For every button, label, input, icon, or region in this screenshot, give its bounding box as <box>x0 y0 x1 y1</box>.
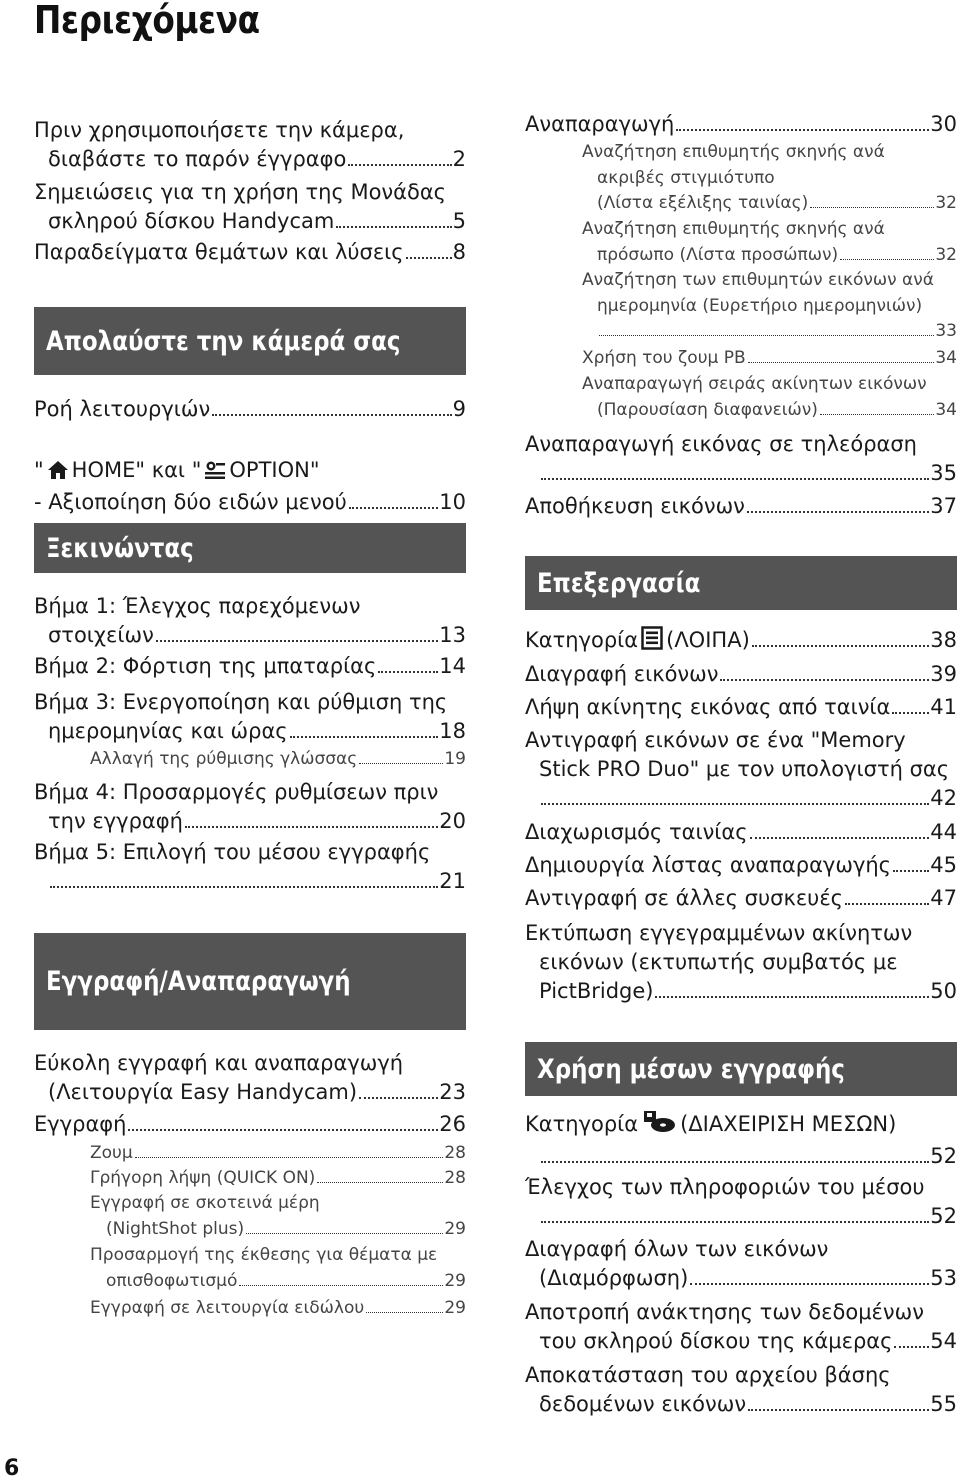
entry-text: ημερομηνία (Ευρετήριο ημερομηνιών) <box>597 295 923 316</box>
page-ref: 9 <box>452 397 466 421</box>
dot-leader <box>348 164 451 166</box>
entry-text: Εγγραφή <box>34 1112 127 1136</box>
toc-subentry[interactable] <box>34 1296 466 1322</box>
page-ref: 19 <box>444 749 466 769</box>
entry-text: Αποκατάσταση του αρχείου βάσης <box>525 1363 891 1387</box>
page-ref: 13 <box>439 623 466 647</box>
entry-text: (Παρουσίαση διαφανειών) <box>597 399 818 420</box>
dot-leader <box>359 763 443 764</box>
entry-text: Κατηγορία <box>525 628 639 652</box>
entry-text: Βήμα 2: Φόρτιση της μπαταρίας <box>34 654 377 678</box>
entry-text: ημερομηνίας και ώρας <box>48 719 288 743</box>
entry-text: Εγγραφή σε σκοτεινά μέρη <box>90 1193 320 1213</box>
page-ref: 32 <box>935 193 957 213</box>
option-icon <box>204 459 226 488</box>
entry-text: Κατηγορία <box>525 1112 639 1136</box>
entry-text: Αναπαραγωγή εικόνας σε τηλεόραση <box>525 432 917 456</box>
section-heading: Χρήση μέσων εγγραφής <box>525 1042 957 1096</box>
dot-leader <box>156 640 438 642</box>
page-title: Περιεχόμενα <box>34 0 260 42</box>
entry-text: (ΛΟΙΠΑ) <box>666 628 750 652</box>
toc-subentry[interactable] <box>34 1243 466 1294</box>
entry-text: Παραδείγματα θεμάτων και λύσεις <box>34 240 404 264</box>
toc-entry[interactable] <box>525 1235 957 1293</box>
page-ref: 55 <box>930 1392 957 1416</box>
entry-text: την εγγραφή <box>48 809 183 833</box>
entry-text: ακριβές στιγμιότυπο <box>597 167 775 188</box>
page-ref: 45 <box>930 853 957 877</box>
entry-text: Διαγραφή εικόνων <box>525 662 719 686</box>
entry-text: Αναζήτηση των επιθυμητών εικόνων ανά <box>582 270 934 290</box>
entry-text: Αναζήτηση επιθυμητής σκηνής ανά <box>582 219 885 239</box>
toc-entry[interactable] <box>34 778 466 836</box>
entry-text: Αναπαραγωγή σειράς ακίνητων εικόνων <box>582 374 927 394</box>
page-ref: 14 <box>439 654 466 678</box>
dot-leader <box>845 903 929 905</box>
page-ref: 50 <box>930 979 957 1003</box>
toc-subentry[interactable] <box>525 346 957 372</box>
toc-subentry[interactable] <box>525 140 957 217</box>
entry-text: Αποθήκευση εικόνων <box>525 494 745 518</box>
page-ref: 38 <box>930 628 957 652</box>
other-category-icon <box>641 626 663 658</box>
toc-entry[interactable] <box>34 395 466 424</box>
dot-leader <box>50 886 438 888</box>
dot-leader <box>135 1157 444 1158</box>
toc-entry[interactable] <box>34 652 466 681</box>
page-ref: 35 <box>930 461 957 485</box>
toc-entry[interactable] <box>525 818 957 847</box>
toc-entry[interactable] <box>34 238 466 267</box>
entry-text: Εκτύπωση εγγεγραμμένων ακίνητων <box>525 921 913 945</box>
page-ref: 37 <box>930 494 957 518</box>
dot-leader <box>690 1283 929 1285</box>
dot-leader <box>317 1182 443 1183</box>
entry-text: Πριν χρησιμοποιήσετε την κάμερα, <box>34 118 405 142</box>
dot-leader <box>810 207 934 208</box>
entry-text: (Λειτουργία Easy Handycam) <box>48 1080 358 1104</box>
page-ref: 28 <box>444 1143 466 1163</box>
page-ref: 52 <box>930 1144 957 1168</box>
toc-entry[interactable] <box>34 1110 466 1139</box>
page-ref: 53 <box>930 1266 957 1290</box>
entry-text: οπισθοφωτισμό <box>106 1270 238 1291</box>
entry-text: Αποτροπή ανάκτησης των δεδομένων <box>525 1300 924 1324</box>
section-heading: Εγγραφή/Αναπαραγωγή <box>34 933 466 1030</box>
page-ref: 29 <box>444 1218 466 1239</box>
page-ref: 5 <box>452 209 466 233</box>
entry-text: Εγγραφή σε λειτουργία ειδώλου <box>90 1298 365 1318</box>
toc-entry[interactable] <box>525 1173 957 1231</box>
dot-leader <box>541 803 929 805</box>
dot-leader <box>720 679 929 681</box>
entry-text: εικόνων (εκτυπωτής συμβατός με <box>539 950 898 974</box>
entry-text: Αλλαγή της ρύθμισης γλώσσας <box>90 749 358 769</box>
page-ref: 20 <box>439 809 466 833</box>
dot-leader <box>541 1221 929 1223</box>
entry-text: Διαγραφή όλων των εικόνων <box>525 1237 829 1261</box>
toc-entry[interactable] <box>525 1298 957 1356</box>
entry-text: Δημιουργία λίστας αναπαραγωγής <box>525 853 892 877</box>
toc-entry[interactable] <box>525 660 957 689</box>
toc-entry[interactable] <box>525 919 957 1006</box>
page-ref: 47 <box>930 886 957 910</box>
dot-leader <box>128 1129 438 1131</box>
section-heading: Επεξεργασία <box>525 556 957 610</box>
toc-entry[interactable] <box>525 492 957 521</box>
toc-entry[interactable] <box>34 592 466 650</box>
dot-leader <box>349 507 439 509</box>
entry-text: Διαχωρισμός ταινίας <box>525 820 748 844</box>
dot-leader <box>239 1285 443 1286</box>
toc-entry[interactable] <box>34 838 466 896</box>
dot-leader <box>359 1097 438 1099</box>
toc-entry[interactable] <box>525 1110 957 1171</box>
page-ref: 33 <box>935 321 957 341</box>
entry-text: Βήμα 3: Ενεργοποίηση και ρύθμιση της <box>34 690 448 714</box>
dot-leader <box>541 1161 929 1163</box>
entry-text: Έλεγχος των πληροφοριών του μέσου <box>525 1175 925 1199</box>
page-ref: 44 <box>930 820 957 844</box>
entry-text: - Αξιοποίηση δύο ειδών μενού <box>34 490 347 514</box>
entry-text: στοιχείων <box>48 623 154 647</box>
dot-leader <box>290 736 439 738</box>
page-ref: 29 <box>444 1298 466 1318</box>
toc-entry[interactable] <box>525 851 957 880</box>
entry-text: Προσαρμογή της έκθεσης για θέματα με <box>90 1245 438 1265</box>
dot-leader <box>820 414 934 415</box>
dot-leader <box>541 478 929 480</box>
entry-text: Αντιγραφή σε άλλες συσκευές <box>525 886 843 910</box>
page-ref: 30 <box>930 112 957 136</box>
entry-text: πρόσωπο (Λίστα προσώπων) <box>597 244 839 265</box>
entry-text: HOME" και " <box>71 458 202 482</box>
page-ref: 39 <box>930 662 957 686</box>
entry-text: PictBridge) <box>539 979 654 1003</box>
page-ref: 21 <box>439 869 466 893</box>
entry-text: Αναζήτηση επιθυμητής σκηνής ανά <box>582 142 885 162</box>
page-ref: 28 <box>444 1168 466 1188</box>
toc-entry[interactable] <box>34 1049 466 1107</box>
toc-subentry[interactable] <box>34 1166 466 1192</box>
page-ref: 54 <box>930 1329 957 1353</box>
entry-text: Βήμα 4: Προσαρμογές ρυθμίσεων πριν <box>34 780 439 804</box>
toc-subentry[interactable] <box>525 217 957 268</box>
dot-leader <box>747 511 929 513</box>
toc-subentry[interactable] <box>525 268 957 345</box>
entry-text: του σκληρού δίσκου της κάμερας <box>539 1329 893 1353</box>
section-heading: Ξεκινώντας <box>34 523 466 573</box>
entry-text: Λήψη ακίνητης εικόνας από ταινία <box>525 695 891 719</box>
dot-leader <box>752 645 930 647</box>
dot-leader <box>212 414 451 416</box>
page-ref: 8 <box>452 240 466 264</box>
page-ref: 18 <box>439 719 466 743</box>
entry-text: Αναπαραγωγή <box>525 112 675 136</box>
dot-leader <box>893 870 929 872</box>
toc-subentry[interactable] <box>34 1141 466 1167</box>
toc-entry[interactable] <box>525 430 957 488</box>
entry-text: (ΔΙΑΧΕΙΡΙΣΗ ΜΕΣΩΝ) <box>680 1112 897 1136</box>
dot-leader <box>185 826 438 828</box>
entry-text: διαβάστε το παρόν έγγραφο <box>48 147 347 171</box>
dot-leader <box>894 1346 929 1348</box>
dot-leader <box>366 1312 443 1313</box>
manage-media-icon <box>641 1110 677 1142</box>
toc-entry[interactable] <box>34 178 466 236</box>
toc-entry[interactable] <box>525 110 957 139</box>
page-ref: 34 <box>935 399 957 420</box>
entry-text: Χρήση του ζουμ PB <box>582 348 746 368</box>
toc-entry[interactable] <box>34 116 466 174</box>
page-ref: 23 <box>439 1080 466 1104</box>
dot-leader <box>655 996 929 998</box>
toc-subentry[interactable] <box>34 1191 466 1242</box>
page-ref: 42 <box>930 786 957 810</box>
entry-text: (Λίστα εξέλιξης ταινίας) <box>597 193 809 213</box>
page-ref: 10 <box>439 490 466 514</box>
dot-leader <box>748 362 935 363</box>
toc-entry[interactable] <box>525 884 957 913</box>
toc-entry[interactable] <box>525 726 957 813</box>
toc-entry[interactable] <box>525 693 957 722</box>
entry-text: (Διαμόρφωση) <box>539 1266 689 1290</box>
dot-leader <box>748 1409 929 1411</box>
page-ref: 34 <box>935 348 957 368</box>
section-heading: Απολαύστε την κάμερά σας <box>34 307 466 375</box>
page-ref: 41 <box>930 695 957 719</box>
toc-subentry[interactable] <box>34 747 466 773</box>
toc-entry[interactable] <box>34 688 466 746</box>
dot-leader <box>336 226 451 228</box>
toc-entry[interactable] <box>525 626 957 658</box>
entry-text: Βήμα 5: Επιλογή του μέσου εγγραφής <box>34 840 431 864</box>
entry-text: Εύκολη εγγραφή και αναπαραγωγή <box>34 1051 404 1075</box>
entry-text: (NightShot plus) <box>106 1218 245 1239</box>
entry-text: Βήμα 1: Έλεγχος παρεχόμενων <box>34 594 361 618</box>
dot-leader <box>892 712 929 714</box>
toc-subentry[interactable] <box>525 372 957 423</box>
entry-text: Σημειώσεις για τη χρήση της Μονάδας <box>34 180 447 204</box>
dot-leader <box>599 335 934 336</box>
dot-leader <box>750 837 930 839</box>
page-ref: 29 <box>444 1270 466 1291</box>
dot-leader <box>840 259 934 260</box>
toc-entry[interactable] <box>34 456 466 517</box>
entry-text: Stick PRO Duo" με τον υπολογιστή σας <box>539 757 950 781</box>
entry-text: δεδομένων εικόνων <box>539 1392 747 1416</box>
toc-entry[interactable] <box>525 1361 957 1419</box>
dot-leader <box>246 1233 443 1234</box>
entry-text: " <box>34 458 44 482</box>
entry-text: Ζουμ <box>90 1143 133 1163</box>
home-icon <box>47 459 69 488</box>
dot-leader <box>378 671 438 673</box>
page-ref: 32 <box>935 244 957 265</box>
entry-text: Γρήγορη λήψη (QUICK ON) <box>90 1168 316 1188</box>
entry-text: OPTION" <box>229 458 320 482</box>
dot-leader <box>406 257 452 259</box>
page-ref: 2 <box>452 147 466 171</box>
page-number: 6 <box>4 1456 20 1481</box>
dot-leader <box>676 129 929 131</box>
page-ref: 26 <box>439 1112 466 1136</box>
entry-text: σκληρού δίσκου Handycam <box>48 209 335 233</box>
entry-text: Ροή λειτουργιών <box>34 397 211 421</box>
entry-text: Αντιγραφή εικόνων σε ένα "Memory <box>525 728 906 752</box>
page-ref: 52 <box>930 1204 957 1228</box>
